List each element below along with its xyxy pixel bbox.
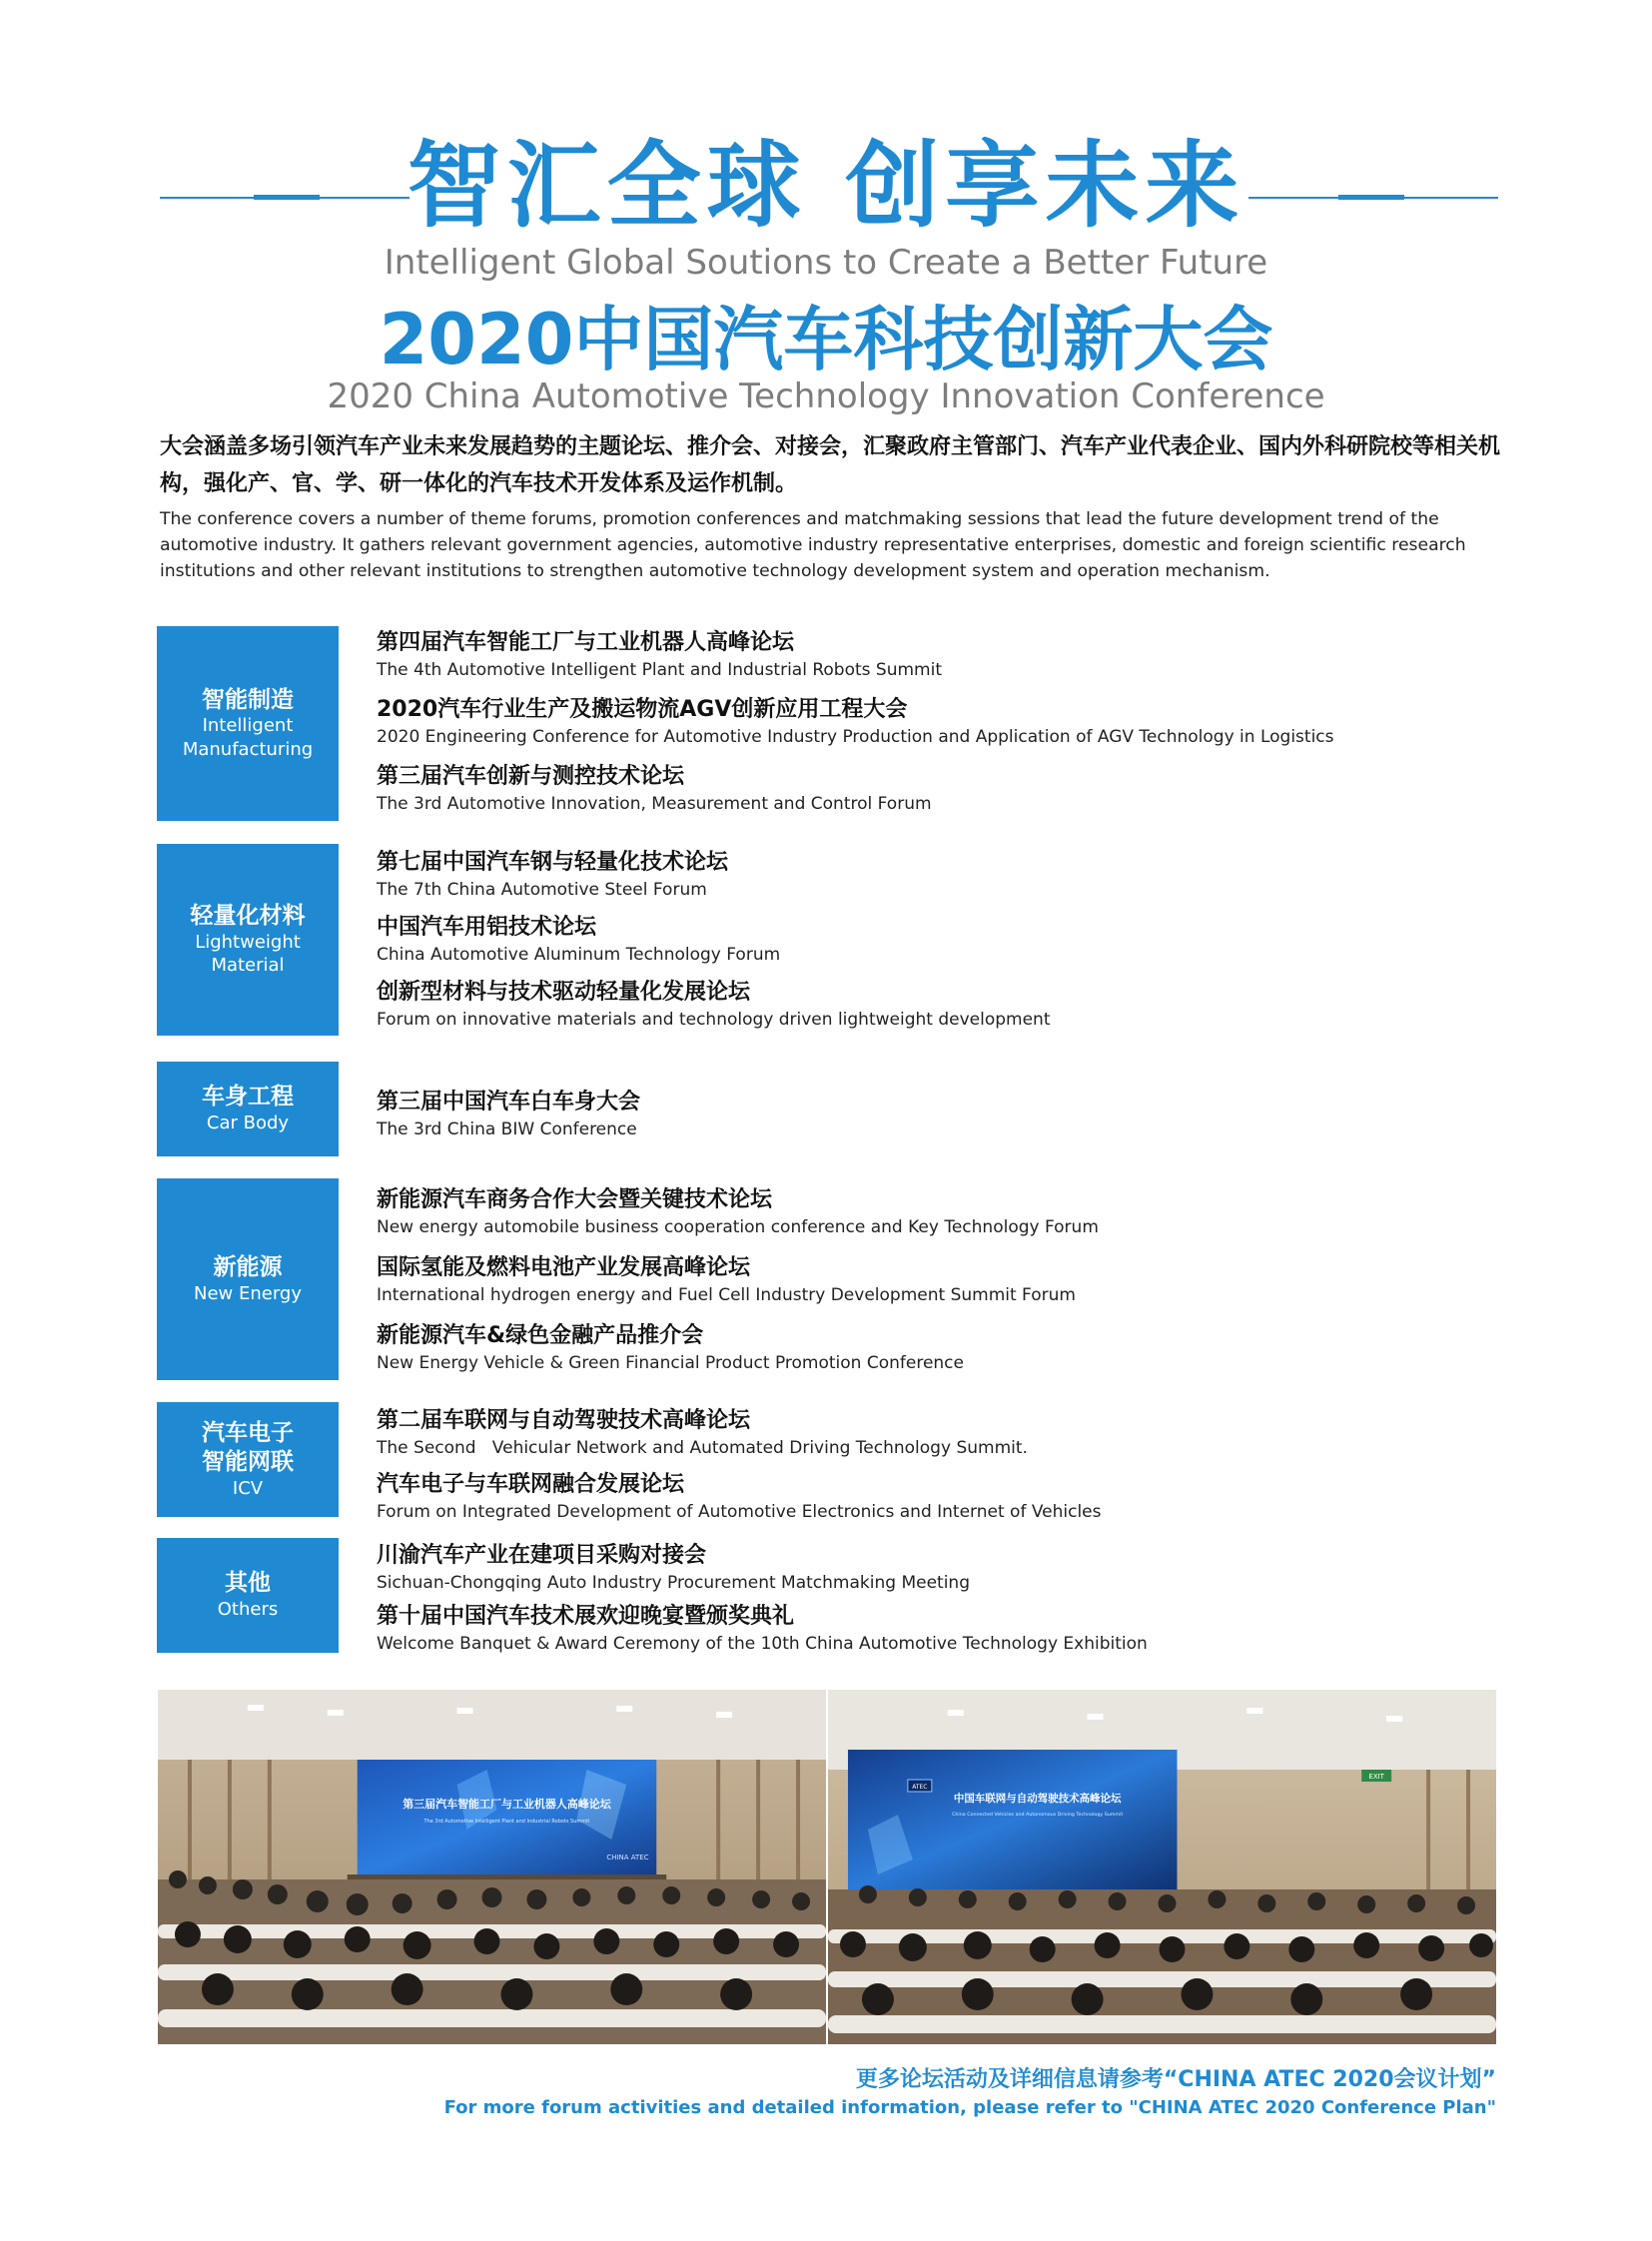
forum-title-en: Forum on Integrated Development of Automotive Electronics and Internet of Vehicles <box>377 1502 1102 1522</box>
forum-title-cn: 第十届中国汽车技术展欢迎晚宴暨颁奖典礼 <box>377 1604 795 1629</box>
category-label-cn: 智能制造 <box>202 686 294 713</box>
forum-item <box>377 1469 1555 1523</box>
forum-title-en: The Second Vehicular Network and Automated Driving Technology Summit. <box>377 1438 1028 1458</box>
forum-item <box>377 912 1555 966</box>
forum-title-cn: 新能源汽车商务合作大会暨关键技术论坛 <box>377 1187 773 1212</box>
category-car-body <box>157 1062 339 1156</box>
forum-title-en: The 3rd China BIW Conference <box>377 1120 637 1139</box>
forum-item <box>377 1087 1555 1140</box>
category-label-en: Intelligent <box>202 715 294 737</box>
category-label-cn: 汽车电子 <box>202 1420 294 1447</box>
forum-item <box>377 761 1555 815</box>
conference-photos <box>158 1690 1496 2044</box>
category-intelligent-manufacturing <box>157 626 339 821</box>
category-label-cn: 新能源 <box>213 1253 283 1280</box>
intro-english: The conference covers a number of theme forums, promotion conferences and matchmaking sessions that lead the future development trend of the automotive industry. It gathers relevant government agencies, automotive industry representative enterprises, domestic and foreign scientific research institutions and other relevant institutions to strengthen automotive technology development system and operation mechanism. <box>160 509 1466 581</box>
forum-item <box>377 627 1555 681</box>
forum-title-cn: 第四届汽车智能工厂与工业机器人高峰论坛 <box>377 630 795 655</box>
forum-title-cn: 2020汽车行业生产及搬运物流AGV创新应用工程大会 <box>377 697 908 722</box>
category-label-en: Manufacturing <box>182 738 314 760</box>
forum-title-en: International hydrogen energy and Fuel Cell Industry Development Summit Forum <box>377 1285 1076 1305</box>
category-others <box>157 1538 339 1653</box>
forum-item <box>377 1540 1555 1594</box>
category-label-cn: 车身工程 <box>202 1084 294 1111</box>
forum-item <box>377 977 1555 1031</box>
forum-item <box>377 847 1555 901</box>
conference-title-chinese: 2020中国汽车科技创新大会 <box>379 299 1273 380</box>
conference-photo-right <box>826 1690 1496 2044</box>
forum-title-cn: 中国汽车用铝技术论坛 <box>377 915 597 940</box>
footer-note-english: For more forum activities and detailed information, please refer to "CHINA ATEC 2020 Conference Plan" <box>443 2097 1496 2118</box>
forum-item <box>377 694 1555 748</box>
forum-list-new-energy <box>377 1184 1555 1374</box>
category-label-cn: 其他 <box>225 1570 271 1597</box>
conference-photo-left <box>158 1690 826 2044</box>
exit-sign-text: EXIT <box>1368 1772 1384 1782</box>
category-label-en: ICV <box>232 1477 264 1499</box>
forum-item <box>377 1184 1555 1238</box>
forum-title-cn: 川渝汽车产业在建项目采购对接会 <box>377 1543 707 1568</box>
category-icv <box>157 1402 339 1517</box>
forum-item <box>377 1252 1555 1306</box>
conference-hall-image <box>828 1690 1496 2044</box>
intro-chinese: 大会涵盖多场引领汽车产业未来发展趋势的主题论坛、推介会、对接会，汇聚政府主管部门、汽车产业代表企业、国内外科研院校等相关机构，强化产、官、学、研一体化的汽车技术开发体系及运作机制。 <box>160 434 1501 496</box>
forum-title-cn: 国际氢能及燃料电池产业发展高峰论坛 <box>377 1255 751 1280</box>
forum-title-cn: 第二届车联网与自动驾驶技术高峰论坛 <box>377 1408 751 1433</box>
forum-title-en: The 4th Automotive Intelligent Plant and Industrial Robots Summit <box>377 660 942 680</box>
slogan-english: Intelligent Global Soutions to Create a Better Future <box>384 243 1268 283</box>
category-label-cn: 智能网联 <box>202 1448 294 1475</box>
forum-title-en: Welcome Banquet & Award Ceremony of the 10th China Automotive Technology Exhibition <box>377 1634 1148 1654</box>
conference-title-english: 2020 China Automotive Technology Innovation Conference <box>327 376 1325 416</box>
slogan-chinese: 智汇全球 创享未来 <box>407 132 1245 241</box>
forum-title-en: New Energy Vehicle & Green Financial Product Promotion Conference <box>377 1353 964 1373</box>
forum-title-cn: 第三届汽车创新与测控技术论坛 <box>377 764 685 789</box>
forum-title-cn: 汽车电子与车联网融合发展论坛 <box>377 1472 685 1497</box>
forum-item <box>377 1601 1555 1655</box>
forum-title-cn: 第七届中国汽车钢与轻量化技术论坛 <box>377 850 729 875</box>
screen-right-subtitle: China Connected Vehicles and Autonomous Driving Technology Summit <box>952 1812 1124 1819</box>
forum-title-en: New energy automobile business cooperation conference and Key Technology Forum <box>377 1217 1099 1237</box>
screen-side-text: CHINA ATEC <box>606 1853 649 1863</box>
forum-list-lightweight-material <box>377 847 1555 1031</box>
screen-right-title: 中国车联网与自动驾驶技术高峰论坛 <box>953 1792 1122 1806</box>
forum-list-icv <box>377 1405 1555 1523</box>
category-label-en: Material <box>211 955 285 977</box>
forum-title-en: Forum on innovative materials and technology driven lightweight development <box>377 1010 1051 1030</box>
screen-right-logo: ATEC <box>912 1783 928 1792</box>
forum-list-intelligent-manufacturing <box>377 627 1555 815</box>
forum-list-car-body <box>377 1087 1555 1140</box>
forum-item <box>377 1405 1555 1459</box>
forum-title-cn: 创新型材料与技术驱动轻量化发展论坛 <box>377 980 751 1005</box>
category-label-en: Others <box>217 1599 279 1621</box>
category-label-en: New Energy <box>194 1282 302 1304</box>
category-lightweight-material <box>157 844 339 1036</box>
forum-title-en: The 7th China Automotive Steel Forum <box>377 880 707 900</box>
category-label-en: Lightweight <box>195 931 301 953</box>
forum-title-en: China Automotive Aluminum Technology Forum <box>377 945 781 965</box>
conference-hall-image <box>158 1690 826 2044</box>
forum-title-en: 2020 Engineering Conference for Automotive Industry Production and Application of AGV Technology in Logistics <box>377 727 1334 747</box>
forum-title-en: Sichuan-Chongqing Auto Industry Procurement Matchmaking Meeting <box>377 1573 970 1593</box>
forum-item <box>377 1320 1555 1374</box>
forum-title-cn: 新能源汽车&绿色金融产品推介会 <box>377 1323 704 1348</box>
screen-left-subtitle: The 3rd Automotive Intelligent Plant and Industrial Robots Summit <box>423 1818 590 1826</box>
screen-left-title: 第三届汽车智能工厂与工业机器人高峰论坛 <box>403 1797 611 1812</box>
forum-list-others <box>377 1540 1555 1655</box>
footer-note-chinese: 更多论坛活动及详细信息请参考“CHINA ATEC 2020会议计划” <box>855 2067 1496 2092</box>
category-label-en: Car Body <box>206 1113 290 1134</box>
forum-title-cn: 第三届中国汽车白车身大会 <box>377 1090 641 1115</box>
forum-title-en: The 3rd Automotive Innovation, Measurement and Control Forum <box>377 794 932 814</box>
category-new-energy <box>157 1178 339 1380</box>
category-label-cn: 轻量化材料 <box>190 903 306 930</box>
